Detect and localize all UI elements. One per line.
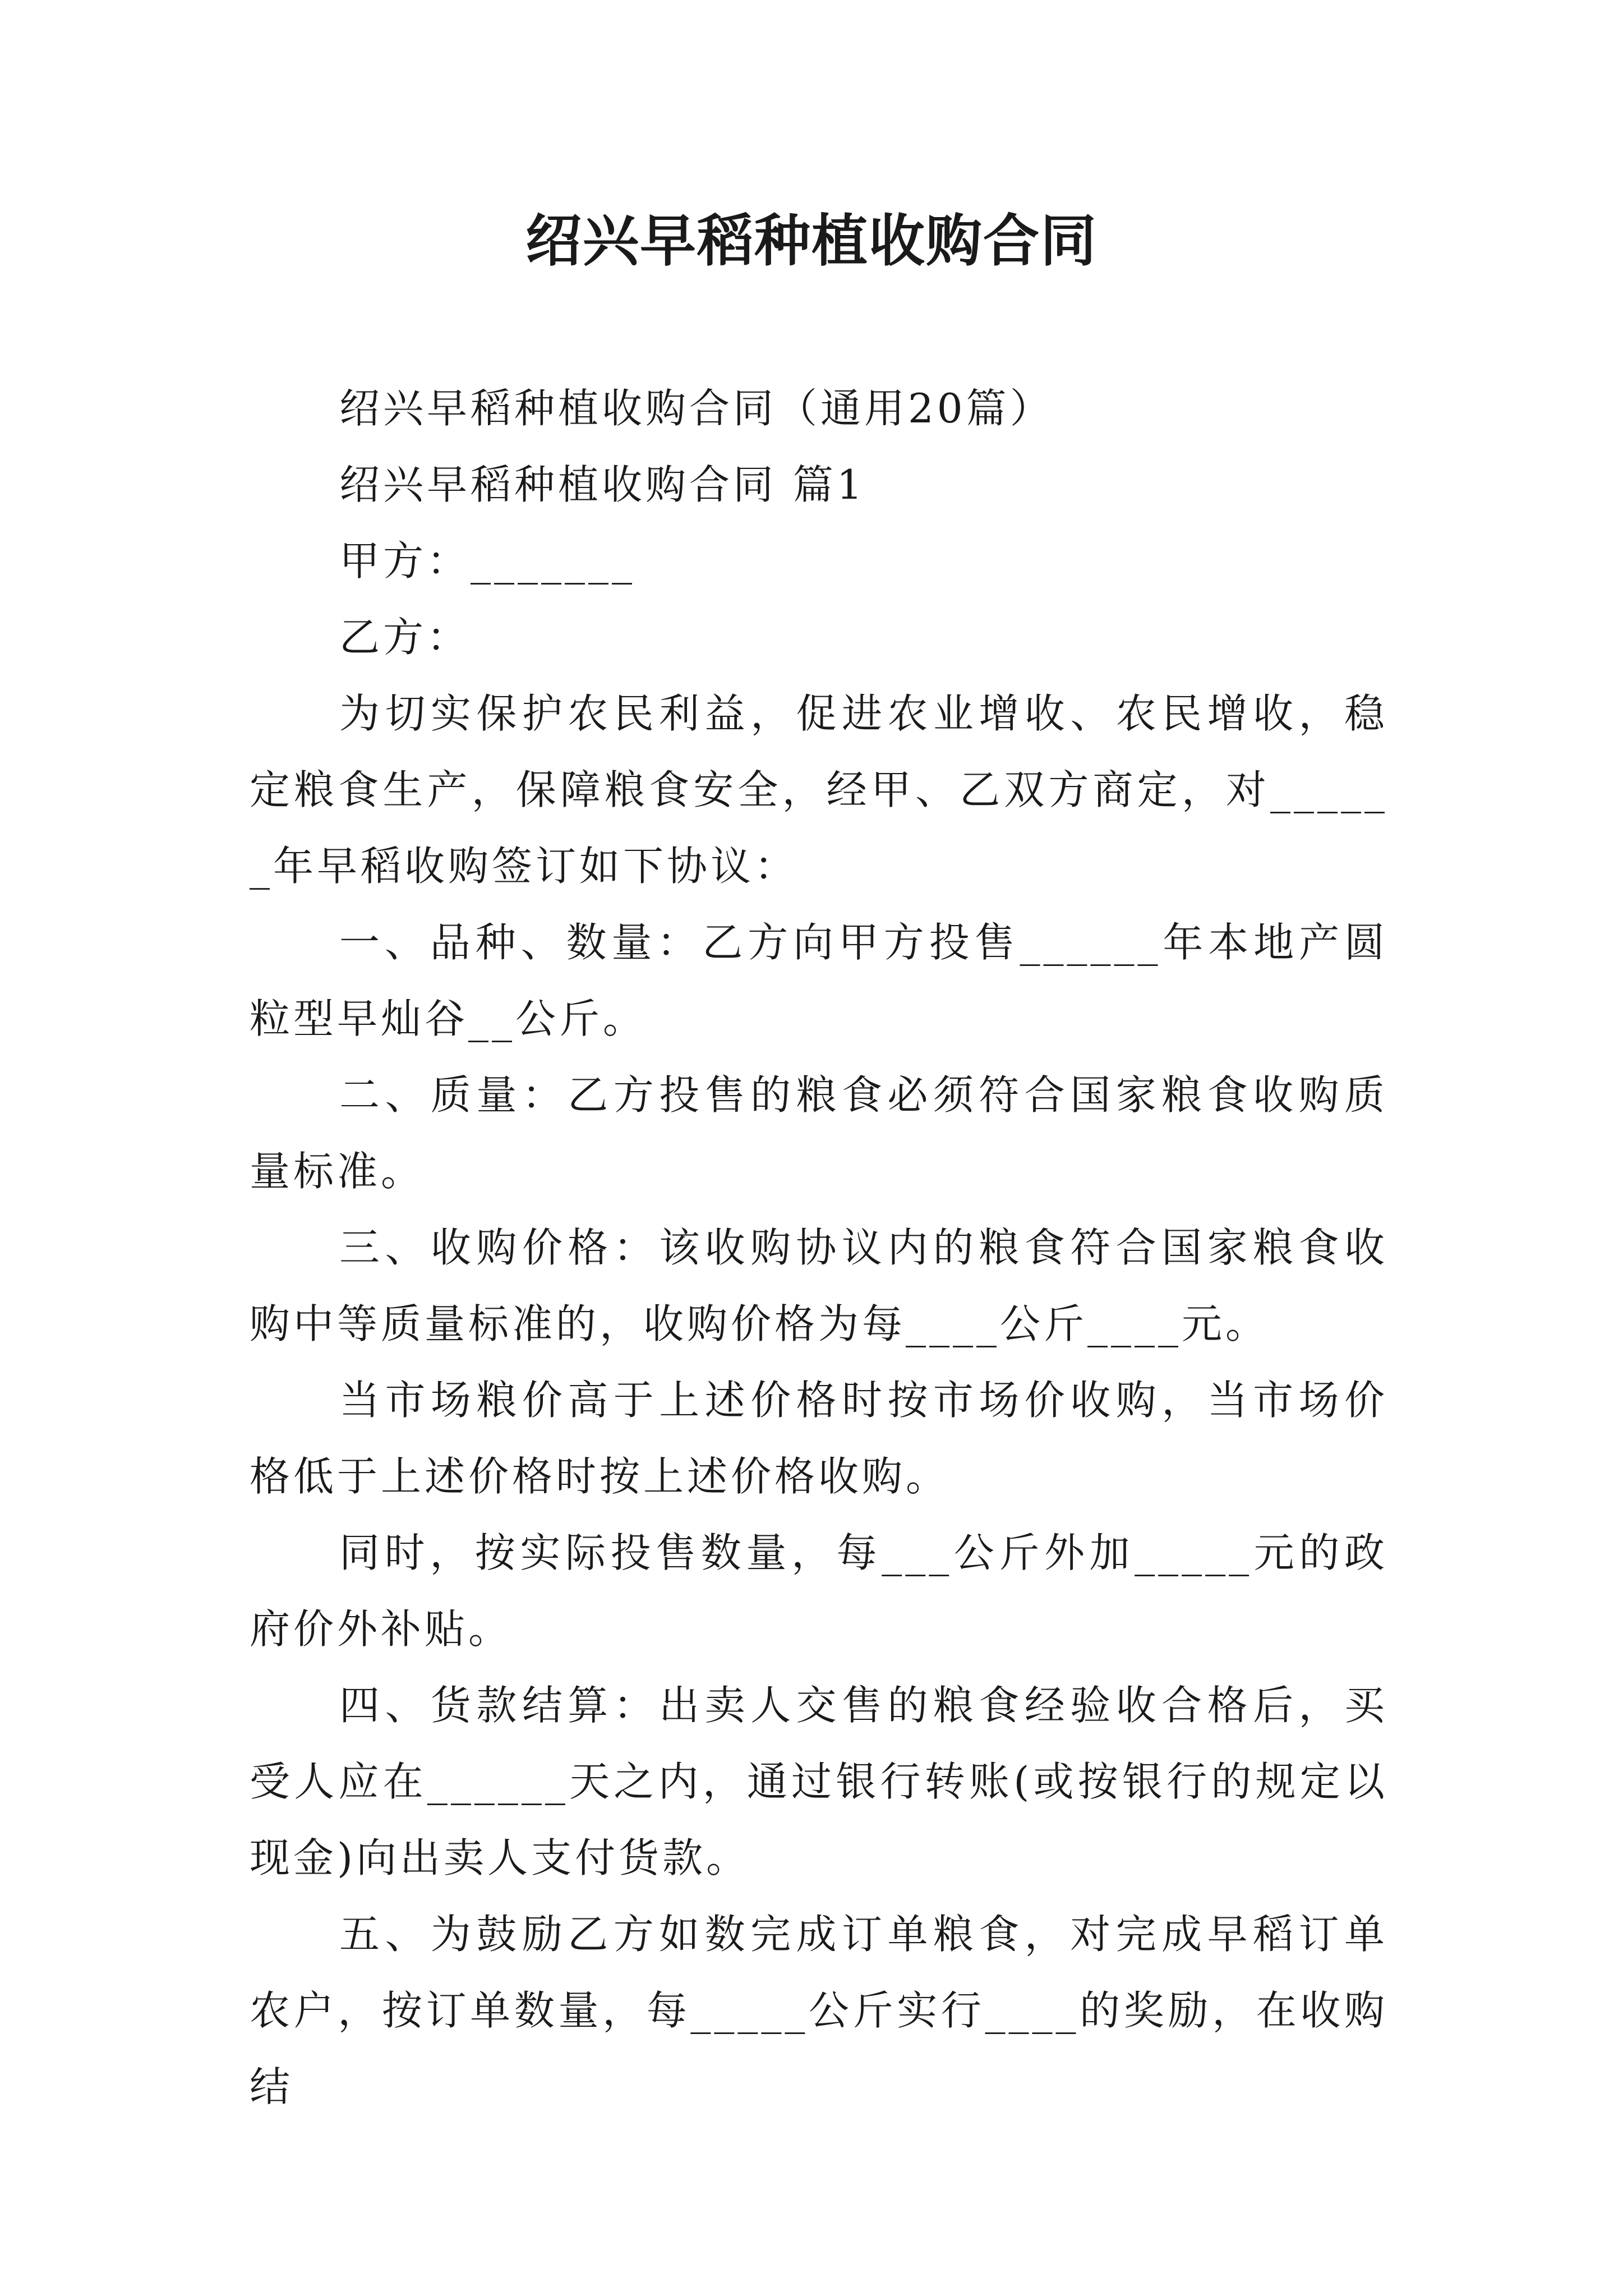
clause-payment: 四、货款结算：出卖人交售的粮食经验收合格后，买受人应在______天之内，通过银行转账(或按银行的规定以现金)向出卖人支付货款。	[250, 1682, 1388, 1881]
document-title: 绍兴早稻种植收购合同	[525, 208, 1098, 274]
subtitle-paragraph: 绍兴早稻种植收购合同（通用20篇）	[339, 385, 1054, 432]
section-heading: 绍兴早稻种植收购合同 篇1	[339, 461, 866, 508]
party-a-line: 甲方：_______	[339, 537, 636, 585]
preamble-paragraph: 为切实保护农民利益，促进农业增收、农民增收，稳定粮食生产，保障粮食安全，经甲、乙双方商定，对______年早稻收购签订如下协议：	[250, 690, 1388, 890]
document-body	[250, 370, 1388, 2125]
clause-quality: 二、质量：乙方投售的粮食必须符合国家粮食收购质量标准。	[250, 1071, 1388, 1195]
clause-market-price: 当市场粮价高于上述价格时按市场价收购，当市场价格低于上述价格时按上述价格收购。	[250, 1377, 1388, 1500]
clause-subsidy: 同时，按实际投售数量，每___公斤外加_____元的政府价外补贴。	[250, 1529, 1388, 1653]
clause-incentive: 五、为鼓励乙方如数完成订单粮食，对完成早稻订单农户，按订单数量，每_____公斤实行____的奖励，在收购结	[250, 1911, 1388, 2110]
party-b-line: 乙方：	[339, 614, 471, 661]
clause-variety-quantity: 一、品种、数量：乙方向甲方投售______年本地产圆粒型早灿谷__公斤。	[250, 919, 1388, 1042]
clause-price: 三、收购价格：该收购协议内的粮食符合国家粮食收购中等质量标准的，收购价格为每____公斤____元。	[250, 1224, 1388, 1347]
